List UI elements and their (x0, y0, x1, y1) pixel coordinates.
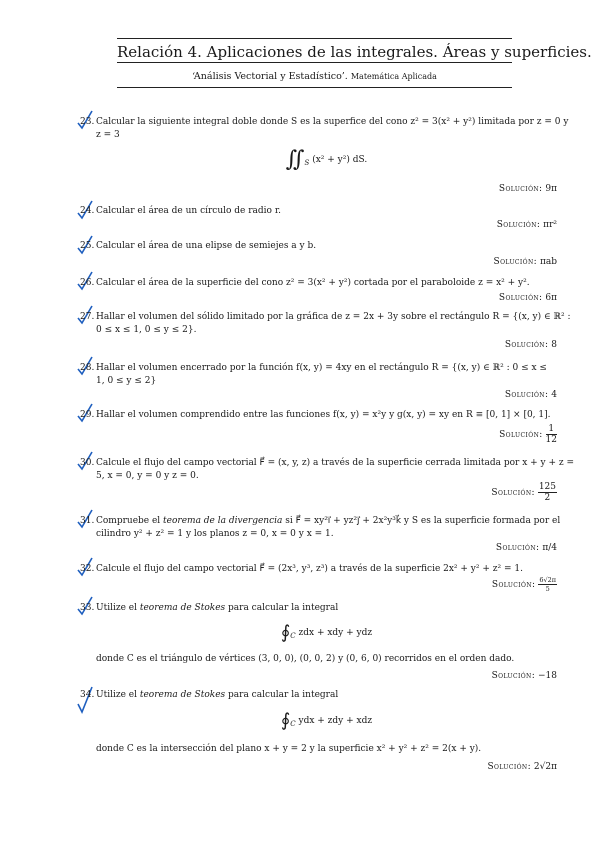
theorem-name: teorema de Stokes (139, 690, 226, 700)
problem-number: 32. (80, 564, 95, 574)
solution-label: Solución: (491, 671, 536, 681)
problem-text: Hallar el volumen encerrado por la función f(x, y) = 4xy en el rectángulo R = {(x, y) ∈ ℝ² : 0 ≤ x ≤ (96, 363, 547, 373)
integral-subscript: S (304, 158, 310, 167)
problem-text: Hallar el volumen comprendido entre las funciones f(x, y) = x²y y g(x, y) = xy en R ≡ [0, 1] × [0, 1]. (96, 410, 551, 420)
solution-value: 4 (551, 390, 557, 400)
problem-text: Hallar el volumen del sólido limitado por la gráfica de z = 2x + 3y sobre el rectángulo R = {(x, y) ∈ ℝ² : (96, 312, 571, 322)
solution-fraction (538, 482, 557, 503)
text-part: para calcular la integral (225, 603, 339, 613)
solution (505, 340, 557, 350)
problem-text: 5, x = 0, y = 0 y z = 0. (96, 471, 199, 481)
text-part: si F⃗ = xy²i⃗ + yz²j⃗ + 2x²y³k⃗ y S es la superficie formada por el (282, 516, 561, 526)
solution-value: πr² (543, 220, 557, 230)
solution-value: 8 (551, 340, 557, 350)
solution-label: Solución: (498, 184, 543, 194)
problem-text: Calcule el flujo del campo vectorial F⃗ = (2x³, y³, z³) a través de la superficie 2x² + y² + z² = 1. (96, 564, 523, 574)
problem-number: 31. (80, 516, 95, 526)
problem-text: z = 3 (96, 130, 120, 140)
text-part: Utilize el (96, 690, 140, 700)
problem-text: cilindro y² + z² = 1 y los planos z = 0, x = 0 y x = 1. (96, 529, 334, 539)
problem-number: 30. (80, 458, 95, 468)
integral-subscript: C (290, 631, 296, 640)
solution-value: π/4 (542, 543, 557, 553)
text-part: Compruebe el (96, 516, 164, 526)
solution-value: −18 (538, 671, 557, 681)
problem-number: 34. (80, 690, 95, 700)
solution-value: 6π (545, 293, 557, 303)
problem-number: 33. (80, 603, 95, 613)
problem-number: 25. (80, 241, 95, 251)
solution (499, 424, 557, 445)
solution (492, 576, 557, 593)
solution-label: Solución: (504, 390, 549, 400)
page-title: Relación 4. Aplicaciones de las integrales. Áreas y superficies. (117, 43, 592, 61)
fraction-numerator: 125 (538, 482, 556, 492)
fraction-denominator: 5 (545, 585, 550, 593)
problem-number: 28. (80, 363, 95, 373)
solution (497, 220, 557, 230)
contour-integral-symbol: ∮ (280, 710, 291, 731)
solution-fraction (538, 576, 557, 593)
solution (494, 257, 557, 267)
subtitle-department: Matemática Aplicada (350, 72, 437, 81)
problem-number: 26. (80, 278, 95, 288)
theorem-name: teorema de la divergencia (163, 516, 283, 526)
fraction-denominator: 2 (544, 493, 551, 503)
problem-text: donde C es la intersección del plano x + y = 2 y la superficie x² + y² + z² = 2(x + y). (96, 744, 482, 754)
formula-body: ydx + zdy + xdz (298, 716, 373, 726)
solution-value: πab (539, 257, 557, 267)
solution-label: Solución: (498, 293, 543, 303)
problem-text: 1, 0 ≤ y ≤ 2} (96, 376, 157, 386)
solution-label: Solución: (495, 543, 540, 553)
page-subtitle (117, 71, 512, 82)
problem-text: Calcular el área de una elipse de semiejes a y b. (96, 241, 317, 251)
solution (492, 671, 557, 681)
problem-formula (96, 147, 557, 172)
solution (496, 543, 557, 553)
text-part: para calcular la integral (225, 690, 339, 700)
problem-text: Calcular el área de un círculo de radio r. (96, 206, 281, 216)
problem-formula (96, 710, 557, 731)
fraction-denominator: 12 (545, 435, 557, 445)
theorem-name: teorema de Stokes (139, 603, 226, 613)
solution-value: 2√2π (533, 762, 557, 772)
problem-number: 23. (80, 117, 95, 127)
solution (499, 184, 557, 194)
text-part: Utilize el (96, 603, 140, 613)
solution (505, 390, 557, 400)
solution-label: Solución: (493, 257, 538, 267)
problem-text (96, 603, 338, 613)
header-top-rule (117, 38, 512, 39)
solution-label: Solución: (499, 430, 543, 440)
problem-text: Calcular la siguiente integral doble donde S es la superfice del cono z² = 3(x² + y²) limitada por z = 0 y (96, 117, 569, 127)
problem-text: Calcule el flujo del campo vectorial F⃗ = (x, y, z) a través de la superficie cerrada limitada por x + y + z = (96, 458, 575, 468)
solution-label: Solución: (491, 488, 535, 498)
problem-number: 29. (80, 410, 95, 420)
formula-body: (x² + y²) dS. (312, 155, 368, 165)
fraction-numerator: 1 (546, 424, 557, 435)
formula-body: zdx + xdy + ydz (298, 628, 373, 638)
problem-text (96, 516, 560, 526)
solution-label: Solución: (496, 220, 541, 230)
solution-label: Solución: (487, 762, 532, 772)
problem-formula (96, 622, 557, 643)
solution (491, 482, 557, 503)
contour-integral-symbol: ∮ (280, 622, 291, 643)
problem-text (96, 690, 338, 700)
header-bottom-rule (117, 87, 512, 88)
problem-number: 24. (80, 206, 95, 216)
header-mid-rule (117, 62, 512, 63)
solution (487, 762, 557, 772)
solution-fraction (546, 424, 557, 445)
problem-text: 0 ≤ x ≤ 1, 0 ≤ y ≤ 2}. (96, 325, 197, 335)
double-integral-symbol: ∬ (285, 147, 305, 172)
integral-subscript: C (290, 719, 296, 728)
solution (499, 293, 557, 303)
problem-text: donde C es el triángulo de vértices (3, 0, 0), (0, 0, 2) y (0, 6, 0) recorridos en el orden dado. (96, 654, 515, 664)
solution-label: Solución: (504, 340, 549, 350)
problem-text: Calcular el área de la superficie del cono z² = 3(x² + y²) cortada por el paraboloide z = x² + y². (96, 278, 530, 288)
subtitle-course: ‘Análisis Vectorial y Estadístico’. (192, 71, 348, 82)
fraction-numerator: 6√2π (539, 576, 556, 584)
solution-value: 9π (545, 184, 557, 194)
problem-number: 27. (80, 312, 95, 322)
solution-label: Solución: (491, 580, 536, 590)
